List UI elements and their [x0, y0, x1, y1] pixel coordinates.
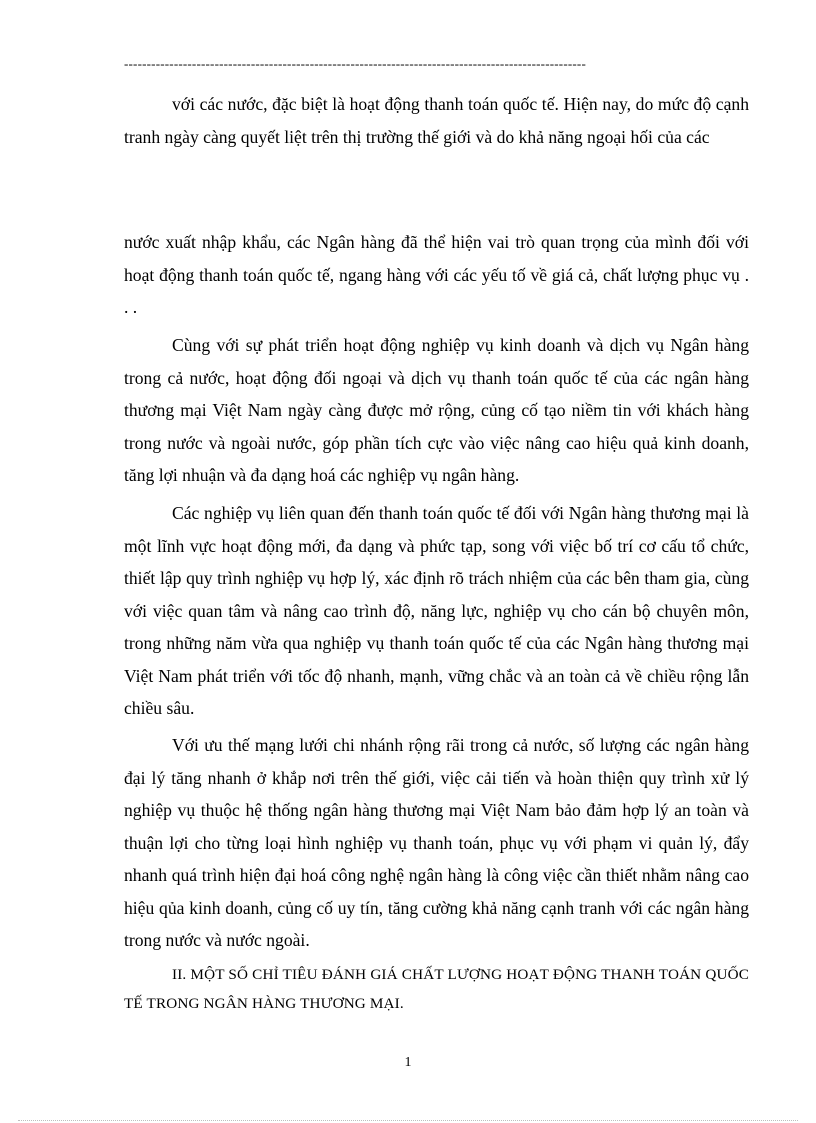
header-dashed-rule: ------------------------------------------------------------------------------------------------------: [124, 56, 586, 71]
paragraph-operations: Các nghiệp vụ liên quan đến thanh toán quốc tế đối với Ngân hàng thương mại là một lĩnh vực hoạt động mới, đa dạng và phức tạp, song với việc bố trí cơ cấu tổ chức, thiết lập quy trình nghiệp vụ hợp lý, xác định rõ trách nhiệm của các bên tham gia, cùng với việc quan tâm và nâng cao trình độ, năng lực, nghiệp vụ cho cán bộ chuyên môn, trong những năm vừa qua nghiệp vụ thanh toán quốc tế của các Ngân hàng thương mại Việt Nam phát triển với tốc độ nhanh, mạnh, vững chắc và an toàn cả về chiều rộng lẫn chiều sâu.: [124, 503, 749, 718]
paragraph-development: Cùng với sự phát triển hoạt động nghiệp vụ kinh doanh và dịch vụ Ngân hàng trong cả nước, hoạt động đối ngoại và dịch vụ thanh toán quốc tế của các ngân hàng thương mại Việt Nam ngày càng được mở rộng, củng cố tạo niềm tin với khách hàng trong nước và ngoài nước, góp phần tích cực vào việc nâng cao hiệu quả kinh doanh, tăng lợi nhuận và đa dạng hoá các nghiệp vụ ngân hàng.: [124, 335, 749, 485]
paragraph-intro-continuation: với các nước, đặc biệt là hoạt động thanh toán quốc tế. Hiện nay, do mức độ cạnh tranh ngày càng quyết liệt trên thị trường thế giới và do khả năng ngoại hối của các: [124, 94, 749, 147]
paragraph-network-advantage: Với ưu thế mạng lưới chi nhánh rộng rãi trong cả nước, số lượng các ngân hàng đại lý tăng nhanh ở khắp nơi trên thế giới, việc cải tiến và hoàn thiện quy trình xử lý nghiệp vụ thuộc hệ thống ngân hàng thương mại Việt Nam bảo đảm hợp lý an toàn và thuận lợi cho từng loại hình nghiệp vụ thanh toán, phục vụ với phạm vi quản lý, đẩy nhanh quá trình hiện đại hoá công nghệ ngân hàng là công việc cần thiết nhằm nâng cao hiệu qủa kinh doanh, củng cố uy tín, tăng cường khả năng cạnh tranh với các ngân hàng trong nước và nước ngoài.: [124, 735, 749, 950]
page-number: 1: [404, 1055, 412, 1070]
paragraph-import-export: nước xuất nhập khẩu, các Ngân hàng đã thể hiện vai trò quan trọng của mình đối với hoạt động thanh toán quốc tế, ngang hàng với các yếu tố về giá cả, chất lượng phục vụ . . .: [124, 232, 749, 317]
page-bottom-divider: [18, 1120, 798, 1121]
section-heading: II. MỘT SỐ CHỈ TIÊU ĐÁNH GIÁ CHẤT LƯỢNG HOẠT ĐỘNG THANH TOÁN QUỐC TẾ TRONG NGÂN HÀNG THƯƠNG MẠI.: [124, 966, 749, 1012]
